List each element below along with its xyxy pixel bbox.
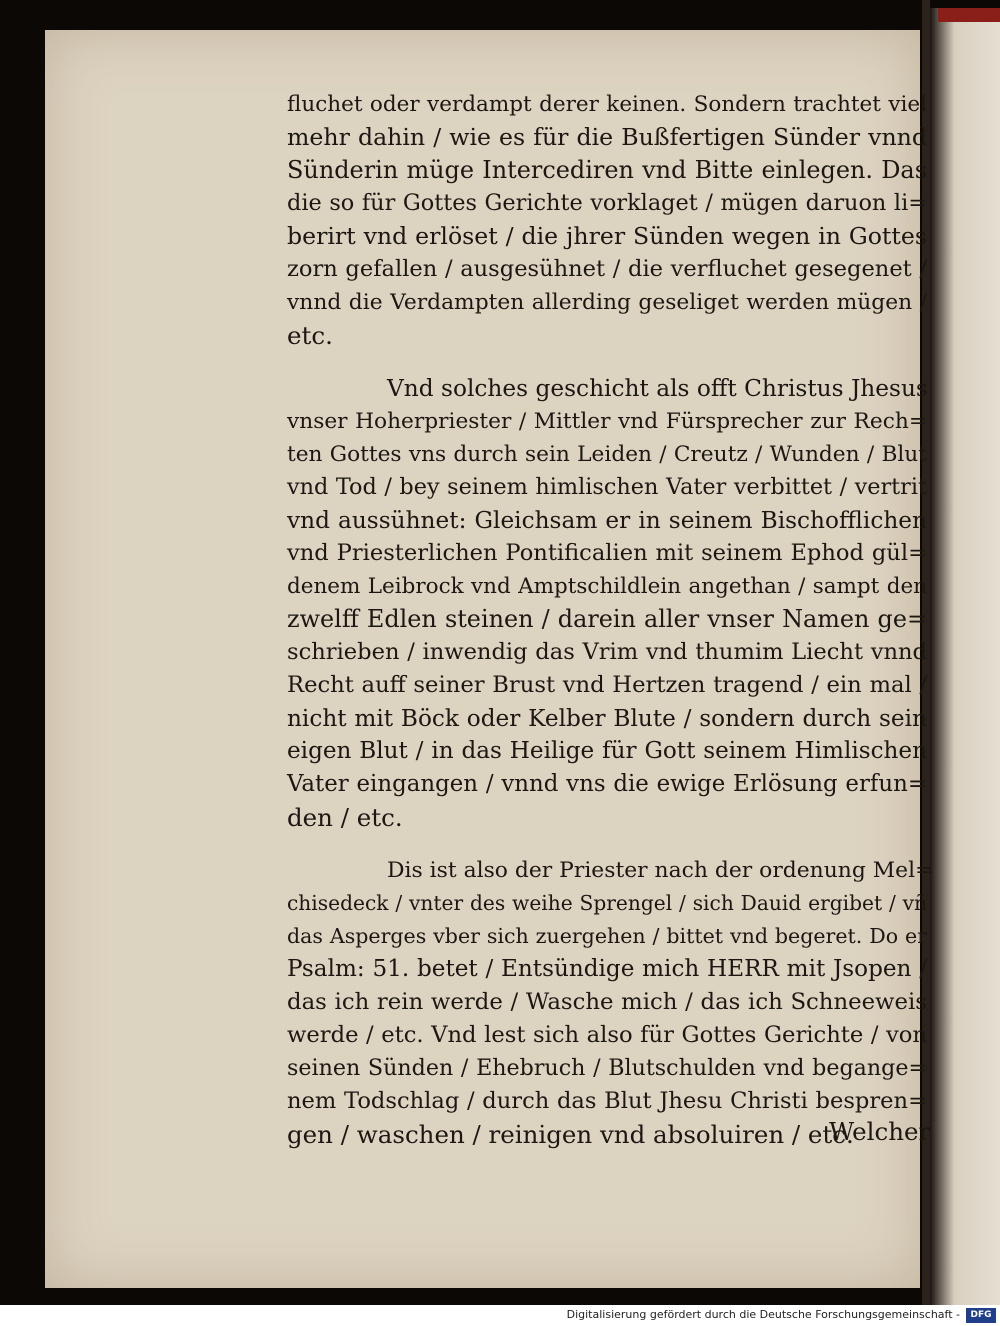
text-line: Vnd solches geschicht als offt Christus Jhesus bbox=[387, 375, 928, 402]
red-page-tab bbox=[938, 8, 1000, 22]
text-line: Psalm: 51. betet / Entsündige mich HERR mit Jsopen / bbox=[287, 956, 927, 982]
adjacent-page-edge bbox=[930, 8, 1000, 1305]
dfg-logo: DFG bbox=[966, 1308, 996, 1323]
text-line: chisedeck / vnter des weihe Sprengel / sich Dauid ergibet / vñ bbox=[287, 891, 927, 915]
text-line: werde / etc. Vnd lest sich also für Gottes Gerichte / von bbox=[287, 1022, 927, 1048]
text-line: vnd Priesterlichen Pontificalien mit seinem Ephod gül= bbox=[287, 540, 927, 566]
text-line: denem Leibrock vnd Amptschildlein angethan / sampt den bbox=[287, 574, 927, 599]
text-line: vnd Tod / bey seinem himlischen Vater verbittet / vertrit bbox=[287, 474, 927, 500]
paragraph-gap bbox=[287, 352, 927, 372]
text-line: fluchet oder verdampt derer keinen. Sondern trachtet viel bbox=[287, 92, 927, 117]
text-line: nicht mit Böck oder Kelber Blute / sondern durch sein bbox=[287, 705, 927, 732]
text-line: schrieben / inwendig das Vrim vnd thumim Liecht vnnd bbox=[287, 639, 927, 665]
paragraph bbox=[287, 372, 927, 834]
text-line: zwelff Edlen steinen / darein aller vnser Namen ge= bbox=[287, 605, 927, 633]
text-line: eigen Blut / in das Heilige für Gott seinem Himlischen bbox=[287, 738, 927, 764]
paragraph bbox=[287, 854, 934, 1151]
text-line: das Asperges vber sich zuergehen / bittet vnd begeret. Do er bbox=[287, 924, 927, 948]
catchword: Welcher bbox=[829, 1117, 931, 1146]
text-line: das ich rein werde / Wasche mich / das ich Schneeweis bbox=[287, 989, 927, 1015]
text-line: ten Gottes vns durch sein Leiden / Creutz / Wunden / Blut bbox=[287, 442, 927, 467]
text-line: den / etc. bbox=[287, 803, 403, 832]
text-line: mehr dahin / wie es für die Bußfertigen Sünder vnnd bbox=[287, 123, 927, 151]
footer-bar bbox=[0, 1305, 1000, 1326]
footer-credit: Digitalisierung gefördert durch die Deutsche Forschungsgemeinschaft - bbox=[566, 1308, 960, 1321]
text-line: berirt vnd erlöset / die jhrer Sünden wegen in Gottes bbox=[287, 222, 927, 250]
text-line: Recht auff seiner Brust vnd Hertzen tragend / ein mal / bbox=[287, 672, 927, 698]
text-line: die so für Gottes Gerichte vorklaget / mügen daruon li= bbox=[287, 190, 927, 216]
text-line: vnd aussühnet: Gleichsam er in seinem Bischofflichen bbox=[287, 507, 927, 534]
text-line: etc. bbox=[287, 321, 333, 350]
text-line: seinen Sünden / Ehebruch / Blutschulden vnd begange= bbox=[287, 1055, 927, 1081]
text-line: zorn gefallen / ausgesühnet / die verfluchet gesegenet / bbox=[287, 256, 927, 282]
text-line: vnser Hoherpriester / Mittler vnd Fürsprecher zur Rech= bbox=[287, 409, 927, 434]
text-line: gen / waschen / reinigen vnd absoluiren / etc. bbox=[287, 1120, 854, 1149]
text-line: Dis ist also der Priester nach der ordenung Mel= bbox=[387, 858, 934, 883]
text-line: vnnd die Verdampten allerding geseliget werden mügen / bbox=[287, 290, 927, 315]
paragraph-gap bbox=[287, 834, 927, 854]
paragraph bbox=[287, 88, 927, 352]
text-line: Vater eingangen / vnnd vns die ewige Erlösung erfun= bbox=[287, 771, 927, 797]
page-text bbox=[287, 88, 934, 1151]
text-line: nem Todschlag / durch das Blut Jhesu Christi bespren= bbox=[287, 1088, 927, 1114]
text-line: Sünderin müge Intercediren vnd Bitte einlegen. Das bbox=[287, 156, 927, 184]
